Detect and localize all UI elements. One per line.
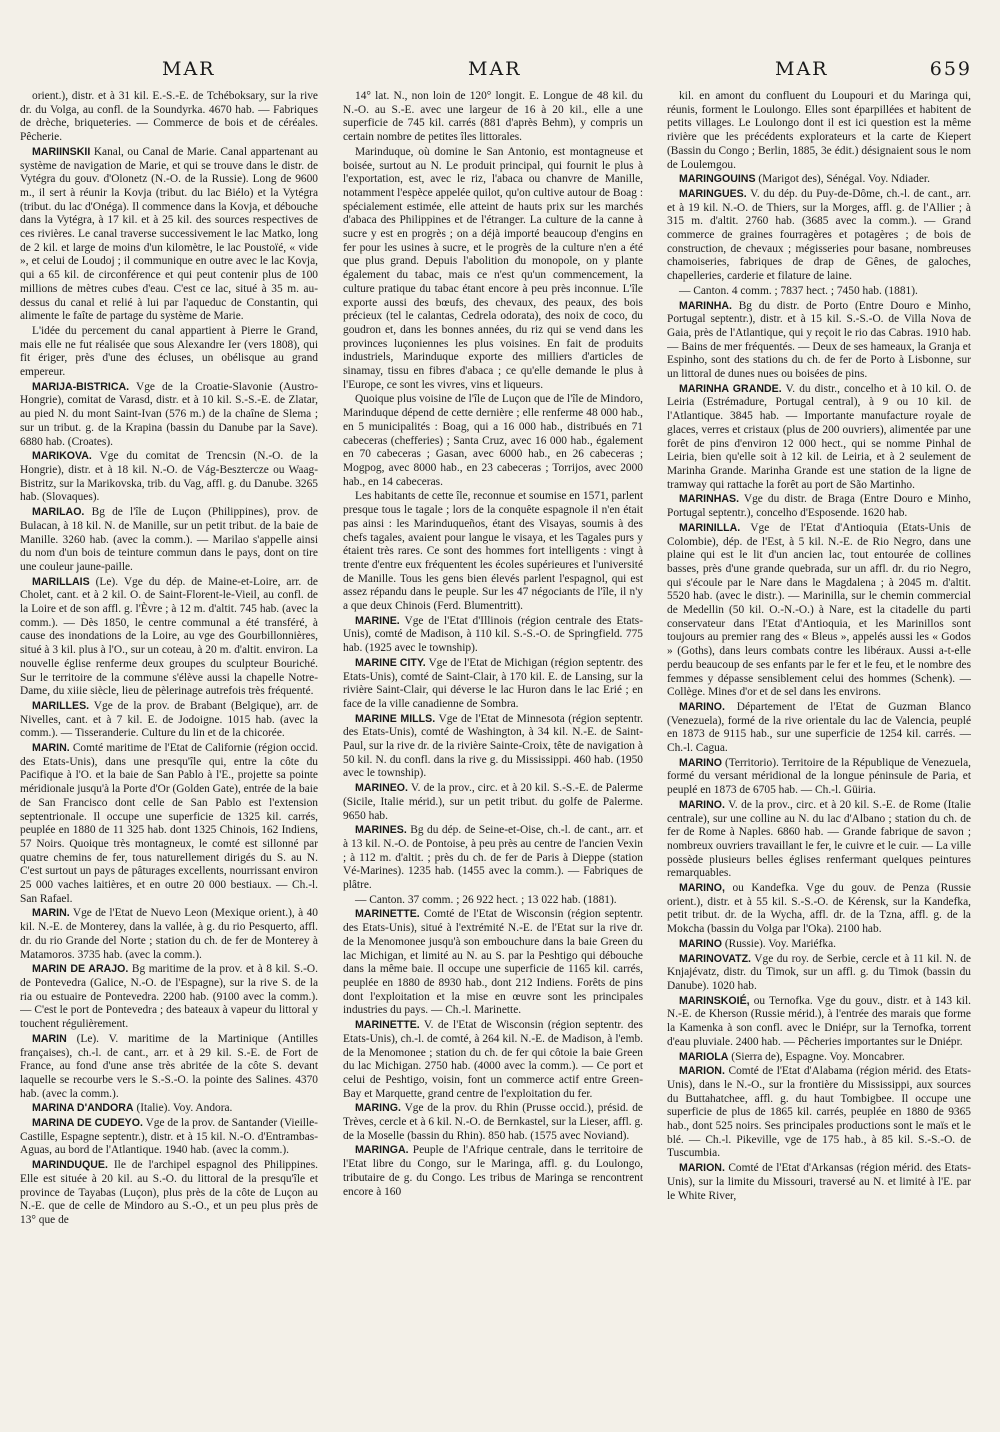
entry-text: Vge de l'Etat de Nuevo Leon (Mexique orient.), à 40 kil. N.-E. de Monterey, dans la vallée, à g. du rio Pesquerto, affl. dr. du rio Grande del Norte ; station du ch. de fer de Monterey à Matamoros. 3735 hab. (avec la comm.). (20, 907, 318, 961)
dictionary-entry (667, 522, 971, 700)
dictionary-entry (343, 782, 643, 823)
dictionary-entry (667, 938, 971, 952)
entry-text: V. du distr., concelho et à 10 kil. O. de Leiria (Estrémadure, Portugal central), à 9 ou 10 kil. de l'Atlantique. 3845 hab. — Importante manufacture royale de glaces, verres et cristaux (plus de 200 ouvriers), alimentée par une forêt de pins d'environ 12 000 hect., qui se nomme Pinhal de Leiria, bien qu'elle soit à 12 kil. de Leiria, et à 2 seulement de Marinha Grande. Marinha Grande est une station de la ligne de tramway qui rattache la forêt au port de São Martinho. (667, 382, 971, 491)
entry-headword: MARINHA GRANDE. (679, 382, 782, 395)
dictionary-entry (667, 799, 971, 881)
entry-text: Bg maritime de la prov. et à 8 kil. S.-O. de Pontevedra (Galice, N.-O. de l'Espagne), sur la rive S. de la ria ou estuaire de Pontevedra. 2200 hab. (9100 avec la comm.). — C'est le port de Pontevedra ; des bateaux à vapeur du littoral y touchent régulièrement. (20, 963, 318, 1031)
entry-headword: MARIN DE ARAJO. (32, 963, 129, 976)
entry-headword: MARIOLA (679, 1050, 729, 1063)
entry-text: V. du dép. du Puy-de-Dôme, ch.-l. de cant., arr. et à 19 kil. N.-O. de Thiers, sur la Morges, affl. g. de l'Allier ; à 315 m. d'altit. 2760 hab. (3685 avec la comm.). — Grand commerce de graines fourragères et potagères ; de bois de construction, de chevaux ; mégisseries pour basane, nombreuses chamoiseries, fabriques de drap de Gênes, de galoches, chapelleries, carderie et filature de laine. (667, 187, 971, 283)
entry-text: Département de l'Etat de Guzman Blanco (Venezuela), formé de la rive orientale du lac de Valencia, peuplé en 1873 de 9115 hab., sur une superficie de 1254 kil. carrés. — Ch.-l. Cagua. (667, 700, 971, 755)
entry-text: Vge du comitat de Trencsin (N.-O. de la Hongrie), distr. et à 18 kil. N.-O. de Vág-Besztercze ou Waag-Bistritz, sur la Marikovska, trib. du Vag, affl. g. du Danube. 3265 hab. (Slovaques). (20, 450, 318, 504)
dictionary-entry (667, 188, 971, 284)
dictionary-entry (20, 325, 318, 380)
entry-text: Vge de la prov. du Rhin (Prusse occid.), présid. de Trèves, cercle et à 6 kil. N.-O. de Bernkastel, sur la Lieser, affl. g. de la Moselle (bassin du Rhin). 850 hab. (1575 avec Noviand). (343, 1102, 643, 1142)
page-number: 659 (929, 58, 972, 80)
dictionary-entry (343, 1144, 643, 1199)
entry-text: Vge de la Croatie-Slavonie (Austro-Hongrie), comitat de Varasd, distr. et à 10 kil. S.-S.-E. de Zlatar, au pied N. du mont Saint-Ivan (576 m.) de la chaîne de Slema ; sur un tribut. g. de la Krapina (bassin du Danube par la Save). 6880 hab. (Croates). (20, 380, 318, 448)
entry-text: Vge de l'Etat d'Antioquia (Etats-Unis de Colombie), dép. de l'Est, à 5 kil. N.-E. de Rio Negro, dans une plaine qui est le lit d'un ancien lac, tout entourée de collines basses, près d'une grande quebrada, sur un affl. dr. du rio Negro, qui s'écoule par le Nare dans le Magdalena ; à 2045 m. d'altit. 5520 hab. (avec le distr.). — Marinilla, sur le chemin commercial de Medellin (50 kil. O.-N.-O.) à Nare, est la citadelle du parti conservateur dans l'Etat d'Antioquia, et les Marinillos sont toujours au premier rang des « Bleus », appelés aussi les « Godos » (Goths), dans leurs combats contre les libéraux. Aussi a-t-elle perdu beaucoup de ses enfants par le fer et le feu, et le nombre des femmes y dépasse sensiblement celui des hommes (Schenk). — Collège. Mines d'or et de sel dans les environs. (667, 521, 971, 699)
entry-text: Comté maritime de l'Etat de Californie (région occid. des Etats-Unis), dans une presqu'île qui, entre la côte du Pacifique à l'O. et la baie de San Pablo à l'E., projette sa pointe méridionale jusqu'à la Porte d'Or (Golden Gate), entrée de la baie de San Francisco dont celle de San Pablo est l'extension septentrionale. Il occupe une superficie de 1325 kil. carrés, peuplée en 1880 de 11 325 hab. dont 1325 Chinois, 162 Indiens, 57 Noirs. Quoique très montagneux, le comté est sillonné par quatre chemins de fer, tous naturellement dirigés du S. au N. C'est surtout un pays de pâturages excellents, nourrissant environ 25 000 vaches laitières, et en outre 20 000 bestiaux. — Ch.-l. San Rafael. (20, 742, 318, 905)
dictionary-entry (343, 615, 643, 656)
entry-text: Marinduque, où domine le San Antonio, est montagneuse et boisée, surtout au N. Le produit principal, qui fournit le plus à l'exportation, est, avec le riz, l'abaca ou chanvre de Manille, notamment l'espèce appelée quilot, qu'on cultive autour de Boag : spécialement estimée, elle atteint de hauts prix sur les marchés d'abaca des Philippines et de l'étranger. La culture de la canne à sucre y est en progrès ; on a déjà importé beaucoup d'engins en fer pour les usines à sucre, et le progrès de la culture n'en a été que plus grand. Depuis l'abolition du monopole, on y plante également du tabac, mais ce n'est qu'un commencement, la culture pratique du tabac étant encore à peu près inconnue. L'île exporte aussi des bœufs, des chevaux, des peaux, des bois précieux (tel le calantas, Cedrela odorata), des noix de coco, du goudron et, dans les bonnes années, du riz qui se vend dans les provinces luçoniennes les plus voisines. En fait de produits industriels, Marinduque exporte des milliers d'articles de sinamay, tissu en fibres d'abaca ; ce qu'elle demande le plus à l'Europe, ce sont les vivres, vins et liqueurs. (343, 145, 643, 391)
entry-headword: MARINOVATZ. (679, 952, 751, 965)
dictionary-entry (343, 1102, 643, 1143)
entry-text: Vge du distr. de Braga (Entre Douro e Minho, Portugal septentr.), concelho d'Esposende. 1620 hab. (667, 493, 971, 520)
entry-headword: MARINHA. (679, 299, 732, 312)
entry-headword: MARINSKOIÉ, (679, 994, 750, 1007)
entry-headword: MARIJA-BISTRICA. (32, 380, 130, 393)
entry-text: Bg de l'île de Luçon (Philippines), prov. de Bulacan, à 18 kil. N. de Manille, sur un petit tribut. de la baie de Manille. 3260 hab. (avec la comm.). — Marilao s'appelle ainsi du nom d'un bois de teinture commun dans le pays, dont on tire une couleur jaune-paille. (20, 506, 318, 573)
dictionary-entry (343, 894, 643, 908)
dictionary-entry (20, 576, 318, 699)
dictionary-entry (667, 757, 971, 798)
entry-headword: MARINE MILLS. (355, 712, 436, 725)
entry-text: V. de l'Etat de Wisconsin (région septentr. des Etats-Unis), ch.-l. de comté, à 264 kil. N.-E. de Madison, à l'emb. de la Menomonee ; station du ch. de fer qui côtoie la baie Green du lac Michigan. 2750 hab. (4000 avec la comm.). — Ce port et celui de Peshtigo, voisin, font un commerce actif entre Green-Bay et Marquette, grand centre de l'exploitation du fer. (343, 1019, 643, 1100)
dictionary-entry (667, 300, 971, 382)
dictionary-entry (20, 450, 318, 505)
entry-text: Vge du roy. de Serbie, cercle et à 11 kil. N. de Knjajévatz, distr. du Timok, sur un affl. g. du Timok (bassin du Danube). 1020 hab. (667, 952, 971, 992)
running-head-left: MAR (162, 58, 216, 80)
entry-text: orient.), distr. et à 31 kil. E.-S.-E. de Tchéboksary, sur la rive dr. du Volga, au confl. de la Soundyrka. 4670 hab. — Fabriques de drèche, briqueteries. — Commerce de bois et de céréales. Pêcherie. (20, 90, 318, 144)
dictionary-entry (20, 907, 318, 962)
dictionary-entry (667, 882, 971, 937)
entry-headword: MARINGUES. (679, 187, 747, 200)
running-head-center: MAR (468, 58, 522, 80)
entry-headword: MARIN (32, 1032, 67, 1045)
entry-headword: MARILAO. (32, 506, 85, 519)
entry-headword: MARINETTE. (355, 908, 420, 921)
text-column-2 (343, 90, 643, 1420)
entry-headword: MARINE CITY. (355, 656, 426, 669)
dictionary-entry (20, 146, 318, 324)
dictionary-entry (20, 1102, 318, 1116)
dictionary-entry (667, 383, 971, 493)
entry-headword: MARILLAIS (32, 575, 90, 588)
entry-text: Quoique plus voisine de l'île de Luçon que de l'île de Mindoro, Marinduque dépend de cette dernière ; elle renferme 48 000 hab., en 5 municipalités : Boag, qui a 16 000 hab., distribués en 71 cabeceras (chefferies) ; Santa Cruz, avec 16 000 hab., également en 70 cabeceras ; Gasan, avec 6000 hab., en 26 cabeceras ; Mogpog, avec 8000 hab., en 23 cabeceras ; Torrijos, avec 2000 hab., en 14 cabeceras. (343, 393, 643, 488)
dictionary-entry (343, 1019, 643, 1101)
entry-headword: MARINO. (679, 798, 725, 811)
dictionary-entry (20, 381, 318, 450)
entry-text: — Canton. 4 comm. ; 7837 hect. ; 7450 hab. (1881). (679, 284, 918, 297)
entry-text: — Canton. 37 comm. ; 26 922 hect. ; 13 022 hab. (1881). (355, 893, 617, 906)
entry-headword: MARINGOUINS (679, 173, 756, 186)
entry-headword: MARINO (679, 756, 722, 769)
entry-headword: MARIN. (32, 907, 70, 920)
entry-headword: MARINE. (355, 614, 400, 627)
entry-text: (Le). V. maritime de la Martinique (Antilles françaises), ch.-l. de cant., arr. et à 29 kil. S.-E. de Fort de France, au fond d'une anse très abritée de la côte S. devant laquelle se recourbe vers le S.-S.-O. la pointe des Salines. 4370 hab. (avec la comm.). (20, 1032, 318, 1100)
dictionary-entry (343, 90, 643, 145)
entry-text: (Territorio). Territoire de la République de Venezuela, formé du versant méridional de la longue péninsule de Paria, et peuplé en 1873 de 6705 hab. — Ch.-l. Güiria. (667, 756, 971, 797)
entry-headword: MARINILLA. (679, 521, 741, 534)
entry-headword: MARIINSKII (32, 145, 91, 158)
dictionary-entry (343, 657, 643, 712)
dictionary-entry (20, 742, 318, 906)
entry-text: Bg du distr. de Porto (Entre Douro e Minho, Portugal septentr.), distr. et à 15 kil. S.-S.-O. de Villa Nova de Gaia, près de l'Atlantique, qui y reçoit le rio das Cabras. 1910 hab. — Bains de mer fréquentés. — Deux de ses hameaux, la Granja et Espinho, sont des stations du ch. de fer de Porto à Lisbonne, sur un littoral de dunes nues ou boisées de pins. (667, 299, 971, 381)
entry-text: Comté de l'Etat de Wisconsin (région septentr. des Etats-Unis), situé à l'extrémité N.-E. de l'Etat sur la rive dr. de la Menomonee jusqu'à son embouchure dans la baie Green du lac Michigan, et limité au N. au S. par la Peshtigo qui débouche dans la même baie. Il occupe une superficie de 1165 kil. carrés, peuplée en 1880 de 8930 hab., dont 212 Indiens. Forêts de pins dont l'exploitation et la mise en œuvre sont les principales industries du pays. — Ch.-l. Marinette. (343, 908, 643, 1017)
entry-text: Vge de l'Etat de Michigan (région septentr. des Etats-Unis), comté de Saint-Clair, à 170 kil. E. de Lansing, sur la rivière Saint-Clair, qui déverse le lac Huron dans le lac Erié ; en face de la ville canadienne de Sombra. (343, 656, 643, 710)
entry-headword: MARINEO. (355, 782, 408, 795)
entry-text: Vge de la prov. de Brabant (Belgique), arr. de Nivelles, cant. et à 7 kil. E. de Jodoigne. 1015 hab. (avec la comm.). — Tisseranderie. Culture du lin et de la chicorée. (20, 699, 318, 740)
entry-text: Les habitants de cette île, reconnue et soumise en 1571, parlent presque tous le tagale ; lors de la conquête espagnole il n'en était pas ainsi : les Marinduqueños, étant des Visayas, soumis à des chefs tagales, avaient pour langue le visaya, et les Tagales purs y étaient très rares. Ce sont des hommes fort intelligents : vingt à trente d'entre eux fréquentent les écoles supérieures et l'université de Manille. Tous les gens bien élevés parlent l'espagnol, qui est assez répandu dans le peuple. Sur les 47 négociants de l'île, il n'y a que deux Chinois (Ferd. Blumentritt). (343, 490, 643, 613)
entry-text: ou Ternofka. Vge du gouv., distr. et à 143 kil. N.-E. de Kherson (Russie mérid.), à l'entrée des marais que forme la Kamenka à son confl. avec le Dniépr, sur la Ternofka, torrent d'eau pluviale. 2400 hab. — Pêcheries importantes sur le Dniépr. (667, 994, 971, 1048)
entry-text: Comté de l'Etat d'Arkansas (région mérid. des Etats-Unis), sur la limite du Missouri, traversé au N. et limité à l'E. par le White River, (667, 1162, 971, 1202)
entry-headword: MARINA DE CUDEYO. (32, 1117, 143, 1130)
dictionary-entry (667, 953, 971, 994)
dictionary-entry (20, 700, 318, 741)
entry-headword: MARINA D'ANDORA (32, 1102, 134, 1115)
entry-headword: MARINETTE. (355, 1019, 420, 1032)
entry-text: Vge de l'Etat de Minnesota (région septentr. des Etats-Unis), comté de Washington, à 34 kil. N.-E. de Saint-Paul, sur la rive dr. de la rivière Sainte-Croix, tête de navigation à 50 kil. N. du confl. dans la rive g. du Mississippi. 460 hab. (1950 avec le township). (343, 712, 643, 780)
dictionary-entry (667, 493, 971, 520)
entry-headword: MARINO. (679, 700, 725, 713)
dictionary-entry (20, 506, 318, 575)
dictionary-entry (667, 701, 971, 756)
entry-headword: MARILLES. (32, 699, 90, 712)
entry-headword: MARION. (679, 1065, 725, 1078)
dictionary-entry (667, 173, 971, 187)
entry-headword: MARION. (679, 1162, 725, 1175)
entry-text: (Marigot des), Sénégal. Voy. Ndiader. (758, 173, 930, 186)
entry-headword: MARINO, (679, 882, 725, 895)
dictionary-entry (20, 963, 318, 1032)
dictionary-entry (667, 995, 971, 1050)
dictionary-entry (667, 1051, 971, 1065)
entry-headword: MARINDUQUE. (32, 1159, 108, 1172)
entry-text: (Le). Vge du dép. de Maine-et-Loire, arr. de Cholet, cant. et à 2 kil. O. de Saint-Florent-le-Vieil, au confl. de la Loire et de son affl. g. l'Èvre ; à 12 m. d'altit. 745 hab. (avec la comm.). — Dès 1850, le centre communal a été transféré, à cause des inondations de la Loire, au vge des Gourbillonnières, situé à 3 kil. plus à l'O., sur un coteau, à 20 m. d'altit. environ. La nouvelle église renferme deux groupes du sculpteur Bouriché. Sur le territoire de la commune s'élève aussi la chapelle Notre-Dame, du xiiie siècle, lieu de pèlerinage autrefois très fréquenté. (20, 575, 318, 698)
entry-headword: MARINO (679, 937, 722, 950)
entry-text: Ile de l'archipel espagnol des Philippines. Elle est située à 20 kil. au S.-O. du littoral de la presqu'île et province de Tayabas (Luçon), plus près de la côte de Luçon au N.-E. que de celle de Mindoro au S.-O., et un peu plus près de 13° que de (20, 1159, 318, 1226)
entry-text: Vge de l'Etat d'Illinois (région centrale des Etats-Unis), comté de Madison, à 110 kil. S.-S.-O. de Springfield. 775 hab. (1925 avec le township). (343, 614, 643, 655)
entry-text: Kanal, ou Canal de Marie. Canal appartenant au système de navigation de Marie, et qui se trouve dans le distr. de Vytégra du gouv. d'Olonetz (N.-O. de la Russie). Long de 9600 m., il sert à réunir la Kovja (tribut. du lac Biélo) et la Vytégra (tribut. du lac d'Onéga). Il commence dans la Kovja, et débouche dans la Vytégra, à 17 kil. et à 25 kil. des sources respectives de ces rivières. Le canal traverse successivement le lac Matko, long de 2 kil. et large de moins d'un kilomètre, le lac Poustoïé, « vide », et celui de Loudoj ; il communique en outre avec le lac Kovja, qui a 65 kil. de circonférence et qui peut contenir plus de 100 millions de mètres cubes d'eau. C'est ce lac, situé à 35 m. au-dessus du canal et relié à lui par l'aqueduc de Constantin, qui alimente le faîte de partage du système de Marie. (20, 145, 318, 323)
dictionary-entry (343, 824, 643, 893)
dictionary-entry (343, 908, 643, 1018)
dictionary-entry (20, 1117, 318, 1158)
dictionary-entry (667, 285, 971, 299)
entry-text: (Italie). Voy. Andora. (136, 1102, 233, 1115)
text-column-3 (667, 90, 971, 1420)
dictionary-entry (343, 713, 643, 782)
entry-text: (Russie). Voy. Mariéfka. (724, 937, 836, 950)
dictionary-entry (343, 393, 643, 489)
entry-text: 14° lat. N., non loin de 120° longit. E. Longue de 48 kil. du N.-O. au S.-E. avec une largeur de 16 à 20 kil., elle a une superficie de 745 kil. carrés (881 d'après Behm), y compris un certain nombre de petites îles littorales. (343, 90, 643, 144)
entry-text: Vge de la prov. de Santander (Vieille-Castille, Espagne septentr.), distr. et à 15 kil. N.-O. d'Entrambas-Aguas, au bord de l'Atlantique. 1940 hab. (avec la comm.). (20, 1117, 318, 1157)
dictionary-entry (343, 146, 643, 393)
dictionary-entry (20, 1159, 318, 1228)
dictionary-entry (667, 1065, 971, 1161)
entry-headword: MARINGA. (355, 1144, 409, 1157)
entry-text: V. de la prov., circ. et à 20 kil. S.-E. de Rome (Italie centrale), sur une colline au N. du lac d'Albano ; station du ch. de fer de Rome à Naples. 6860 hab. — Grande fabrique de savon ; nombreux ouvriers travaillant le fer, le cuivre et le cuir. — La ville possède plusieurs belles églises renfermant quelques peintures remarquables. (667, 798, 971, 880)
entry-text: (Sierra de), Espagne. Voy. Moncabrer. (731, 1050, 905, 1063)
entry-text: ou Kandefka. Vge du gouv. de Penza (Russie orient.), distr. et à 55 kil. S.-S.-O. de Kérensk, sur la Kandefka, petit tribut. dr. de la Wycha, affl. dr. de la Tzna, affl. g. de la Mokcha (bassin du Volga par l'Oka). 2100 hab. (667, 882, 971, 936)
running-head (0, 58, 1000, 88)
dictionary-entry (667, 1162, 971, 1203)
entry-text: Bg du dép. de Seine-et-Oise, ch.-l. de cant., arr. et à 13 kil. N.-O. de Pontoise, à peu près au centre de l'ancien Vexin ; à 112 m. d'altit. ; près du ch. de fer de Paris à Dieppe (station Vé-Marines). 1235 hab. (1455 avec la comm.). — Fabriques de plâtre. (343, 824, 643, 892)
entry-text: Peuple de l'Afrique centrale, dans le territoire de l'Etat libre du Congo, sur le Maringa, affl. g. du Loulongo, tributaire de g. du Congo. Les tribus de Maringa se rencontrent encore à 160 (343, 1144, 643, 1198)
dictionary-entry (20, 1033, 318, 1102)
dictionary-entry (343, 490, 643, 613)
entry-text: Comté de l'Etat d'Alabama (région mérid. des Etats-Unis), dans le N.-O., sur la frontière du Mississippi, aux sources du Buttahatchee, affl. g. du haut Tombigbee. Il occupe une superficie de plus de 1865 kil. carrés, peuplée en 1880 de 9365 hab., dont 525 noirs. Ses principales productions sont le maïs et le blé. — Ch.-l. Pikeville, vge de 175 hab., à 85 kil. S.-S.-O. de Tuscumbia. (667, 1065, 971, 1160)
text-column-1 (20, 90, 318, 1420)
entry-text: V. de la prov., circ. et à 20 kil. S.-S.-E. de Palerme (Sicile, Italie mérid.), sur un petit tribut. du golfe de Palerme. 9650 hab. (343, 782, 643, 822)
entry-headword: MARINES. (355, 824, 407, 837)
entry-text: kil. en amont du confluent du Loupouri et du Maringa qui, réunis, forment le Loulongo. Elles sont éparpillées et habitent de petits villages. Le Loulongo dont il est ici question est la même rivière que les précédents explorateurs et la carte de Kiepert (Bassin du Congo ; Berlin, 1885, 3e édit.) désignaient sous le nom de Loulemgou. (667, 90, 971, 171)
running-head-right: MAR (775, 58, 829, 80)
entry-headword: MARIN. (32, 742, 70, 755)
dictionary-entry (667, 90, 971, 172)
dictionary-entry (20, 90, 318, 145)
entry-text: L'idée du percement du canal appartient à Pierre le Grand, mais elle ne fut réalisée que sous Alexandre Ier (vers 1808), qui fit ériger, près d'une des écluses, un obélisque au grand empereur. (20, 324, 318, 379)
entry-headword: MARINHAS. (679, 493, 740, 506)
entry-headword: MARING. (355, 1102, 401, 1115)
entry-headword: MARIKOVA. (32, 450, 92, 463)
